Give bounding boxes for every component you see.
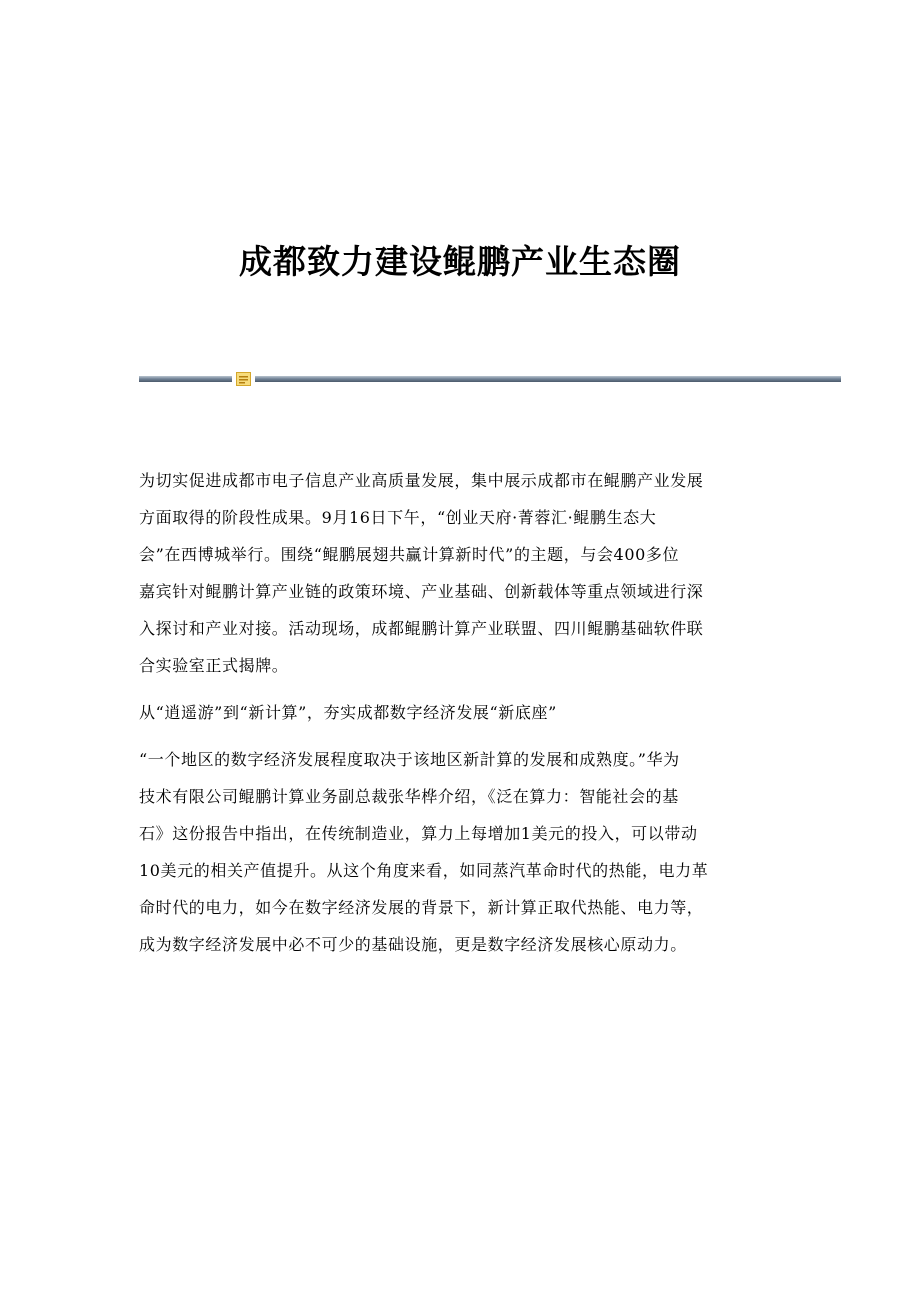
divider-emblem-icon: [236, 372, 251, 386]
text-line: 成为数字经济发展中必不可少的基础设施，更是数字经济发展核心原动力。: [139, 935, 687, 954]
page-title: 成都致力建设鲲鹏产业生态圈: [239, 242, 681, 282]
divider-bar-right: [255, 376, 841, 382]
title-divider: [139, 372, 841, 386]
text-line: 10美元的相关产值提升。从这个角度来看，如同蒸汽革命时代的热能，电力革: [139, 861, 709, 880]
text-line: 嘉宾针对鲲鹏计算产业链的政策环境、产业基础、创新载体等重点领域进行深: [139, 582, 704, 601]
text-line: 技术有限公司鲲鹏计算业务副总裁张华桦介绍，《泛在算力：智能社会的基: [139, 787, 679, 806]
text-line: 入探讨和产业对接。活动现场，成都鲲鹏计算产业联盟、四川鲲鹏基础软件联: [139, 619, 704, 638]
text-line: 石》这份报告中指出，在传统制造业，算力上每增加1美元的投入，可以带动: [139, 824, 698, 843]
paragraph-subheading: [139, 694, 779, 731]
paragraph-intro: [139, 462, 779, 684]
text-line: “一个地区的数字经济发展程度取决于该地区新計算的发展和成熟度。”华为: [139, 750, 680, 769]
text-line: 方面取得的阶段性成果。9月16日下午，“创业天府·菁蓉汇·鲲鹏生态大: [139, 508, 657, 527]
divider-bar-left: [139, 376, 232, 382]
text-line: 为切实促进成都市电子信息产业高质量发展，集中展示成都市在鲲鹏产业发展: [139, 471, 704, 490]
text-line: 合实验室正式揭牌。: [139, 656, 289, 675]
text-line: 命时代的电力，如今在数字经济发展的背景下，新计算正取代热能、电力等，: [139, 898, 704, 917]
paragraph-quote: [139, 741, 779, 963]
text-line: 从“逍遥游”到“新计算”，夯实成都数字经济发展“新底座”: [139, 703, 557, 722]
document-body: [139, 462, 779, 973]
text-line: 会”在西博城举行。围绕“鲲鹏展翅共赢计算新时代”的主题，与会400多位: [139, 545, 680, 564]
